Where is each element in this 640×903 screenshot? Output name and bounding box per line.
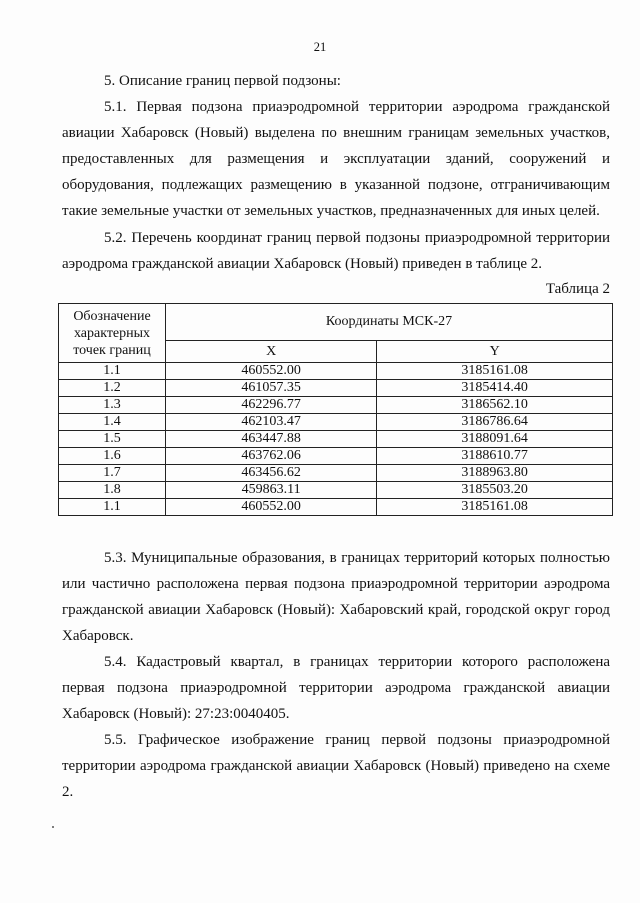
cell-point: 1.3 <box>59 397 166 414</box>
cell-x: 461057.35 <box>166 380 377 397</box>
header-coordinates-group: Координаты МСК-27 <box>166 304 613 341</box>
cell-y: 3188963.80 <box>377 465 613 482</box>
paragraph-5-3: 5.3. Муниципальные образования, в границах территорий которых полностью или частично расположена первая подзона приаэродромной территории аэродрома гражданской авиации Хабаровск (Новый): Хабаровский край, городской округ город Хабаровск. <box>62 550 610 644</box>
scan-speck <box>52 826 54 828</box>
cell-x: 463762.06 <box>166 448 377 465</box>
header-x: X <box>166 341 377 363</box>
table-row <box>59 499 613 516</box>
table-row <box>59 431 613 448</box>
page-number: 21 <box>313 40 327 54</box>
paragraph-5-4: 5.4. Кадастровый квартал, в границах территории которого расположена первая подзона приаэродромной территории аэродрома гражданской авиации Хабаровск (Новый): 27:23:0040405. <box>62 654 610 722</box>
cell-y: 3186786.64 <box>377 414 613 431</box>
cell-x: 460552.00 <box>166 363 377 380</box>
cell-point: 1.7 <box>59 465 166 482</box>
cell-x: 462103.47 <box>166 414 377 431</box>
table-row <box>59 363 613 380</box>
cell-x: 463447.88 <box>166 431 377 448</box>
cell-x: 462296.77 <box>166 397 377 414</box>
cell-y: 3185161.08 <box>377 363 613 380</box>
header-y: Y <box>377 341 613 363</box>
cell-point: 1.2 <box>59 380 166 397</box>
cell-x: 460552.00 <box>166 499 377 516</box>
section-title: 5. Описание границ первой подзоны: <box>104 73 341 89</box>
cell-x: 463456.62 <box>166 465 377 482</box>
cell-point: 1.8 <box>59 482 166 499</box>
cell-point: 1.4 <box>59 414 166 431</box>
paragraph-5-1: 5.1. Первая подзона приаэродромной территории аэродрома гражданской авиации Хабаровск (Новый) выделена по внешним границам земельных участков, предоставленных для размещения и эксплуатации зданий, сооружений и оборудования, подлежащих размещению в указанной подзоне, отграничивающим такие земельные участки от земельных участков, предназначенных для иных целей. <box>62 99 610 219</box>
table-row <box>59 465 613 482</box>
cell-x: 459863.11 <box>166 482 377 499</box>
header-point-label: Обозначение характерных точек границ <box>59 304 166 363</box>
cell-y: 3185503.20 <box>377 482 613 499</box>
cell-y: 3188610.77 <box>377 448 613 465</box>
cell-y: 3186562.10 <box>377 397 613 414</box>
coordinates-table <box>58 303 613 516</box>
table-row <box>59 380 613 397</box>
table-row <box>59 482 613 499</box>
table-row <box>59 448 613 465</box>
cell-point: 1.5 <box>59 431 166 448</box>
paragraph-5-5: 5.5. Графическое изображение границ первой подзоны приаэродромной территории аэродрома гражданской авиации Хабаровск (Новый) приведено на схеме 2. <box>62 732 610 800</box>
paragraph-5-2: 5.2. Перечень координат границ первой подзоны приаэродромной территории аэродрома гражданской авиации Хабаровск (Новый) приведен в таблице 2. <box>62 230 610 272</box>
table-caption: Таблица 2 <box>545 281 610 297</box>
cell-y: 3185414.40 <box>377 380 613 397</box>
cell-point: 1.1 <box>59 363 166 380</box>
table-row <box>59 397 613 414</box>
cell-y: 3188091.64 <box>377 431 613 448</box>
coordinates-table-body <box>59 363 613 516</box>
cell-y: 3185161.08 <box>377 499 613 516</box>
table-row <box>59 414 613 431</box>
cell-point: 1.1 <box>59 499 166 516</box>
cell-point: 1.6 <box>59 448 166 465</box>
